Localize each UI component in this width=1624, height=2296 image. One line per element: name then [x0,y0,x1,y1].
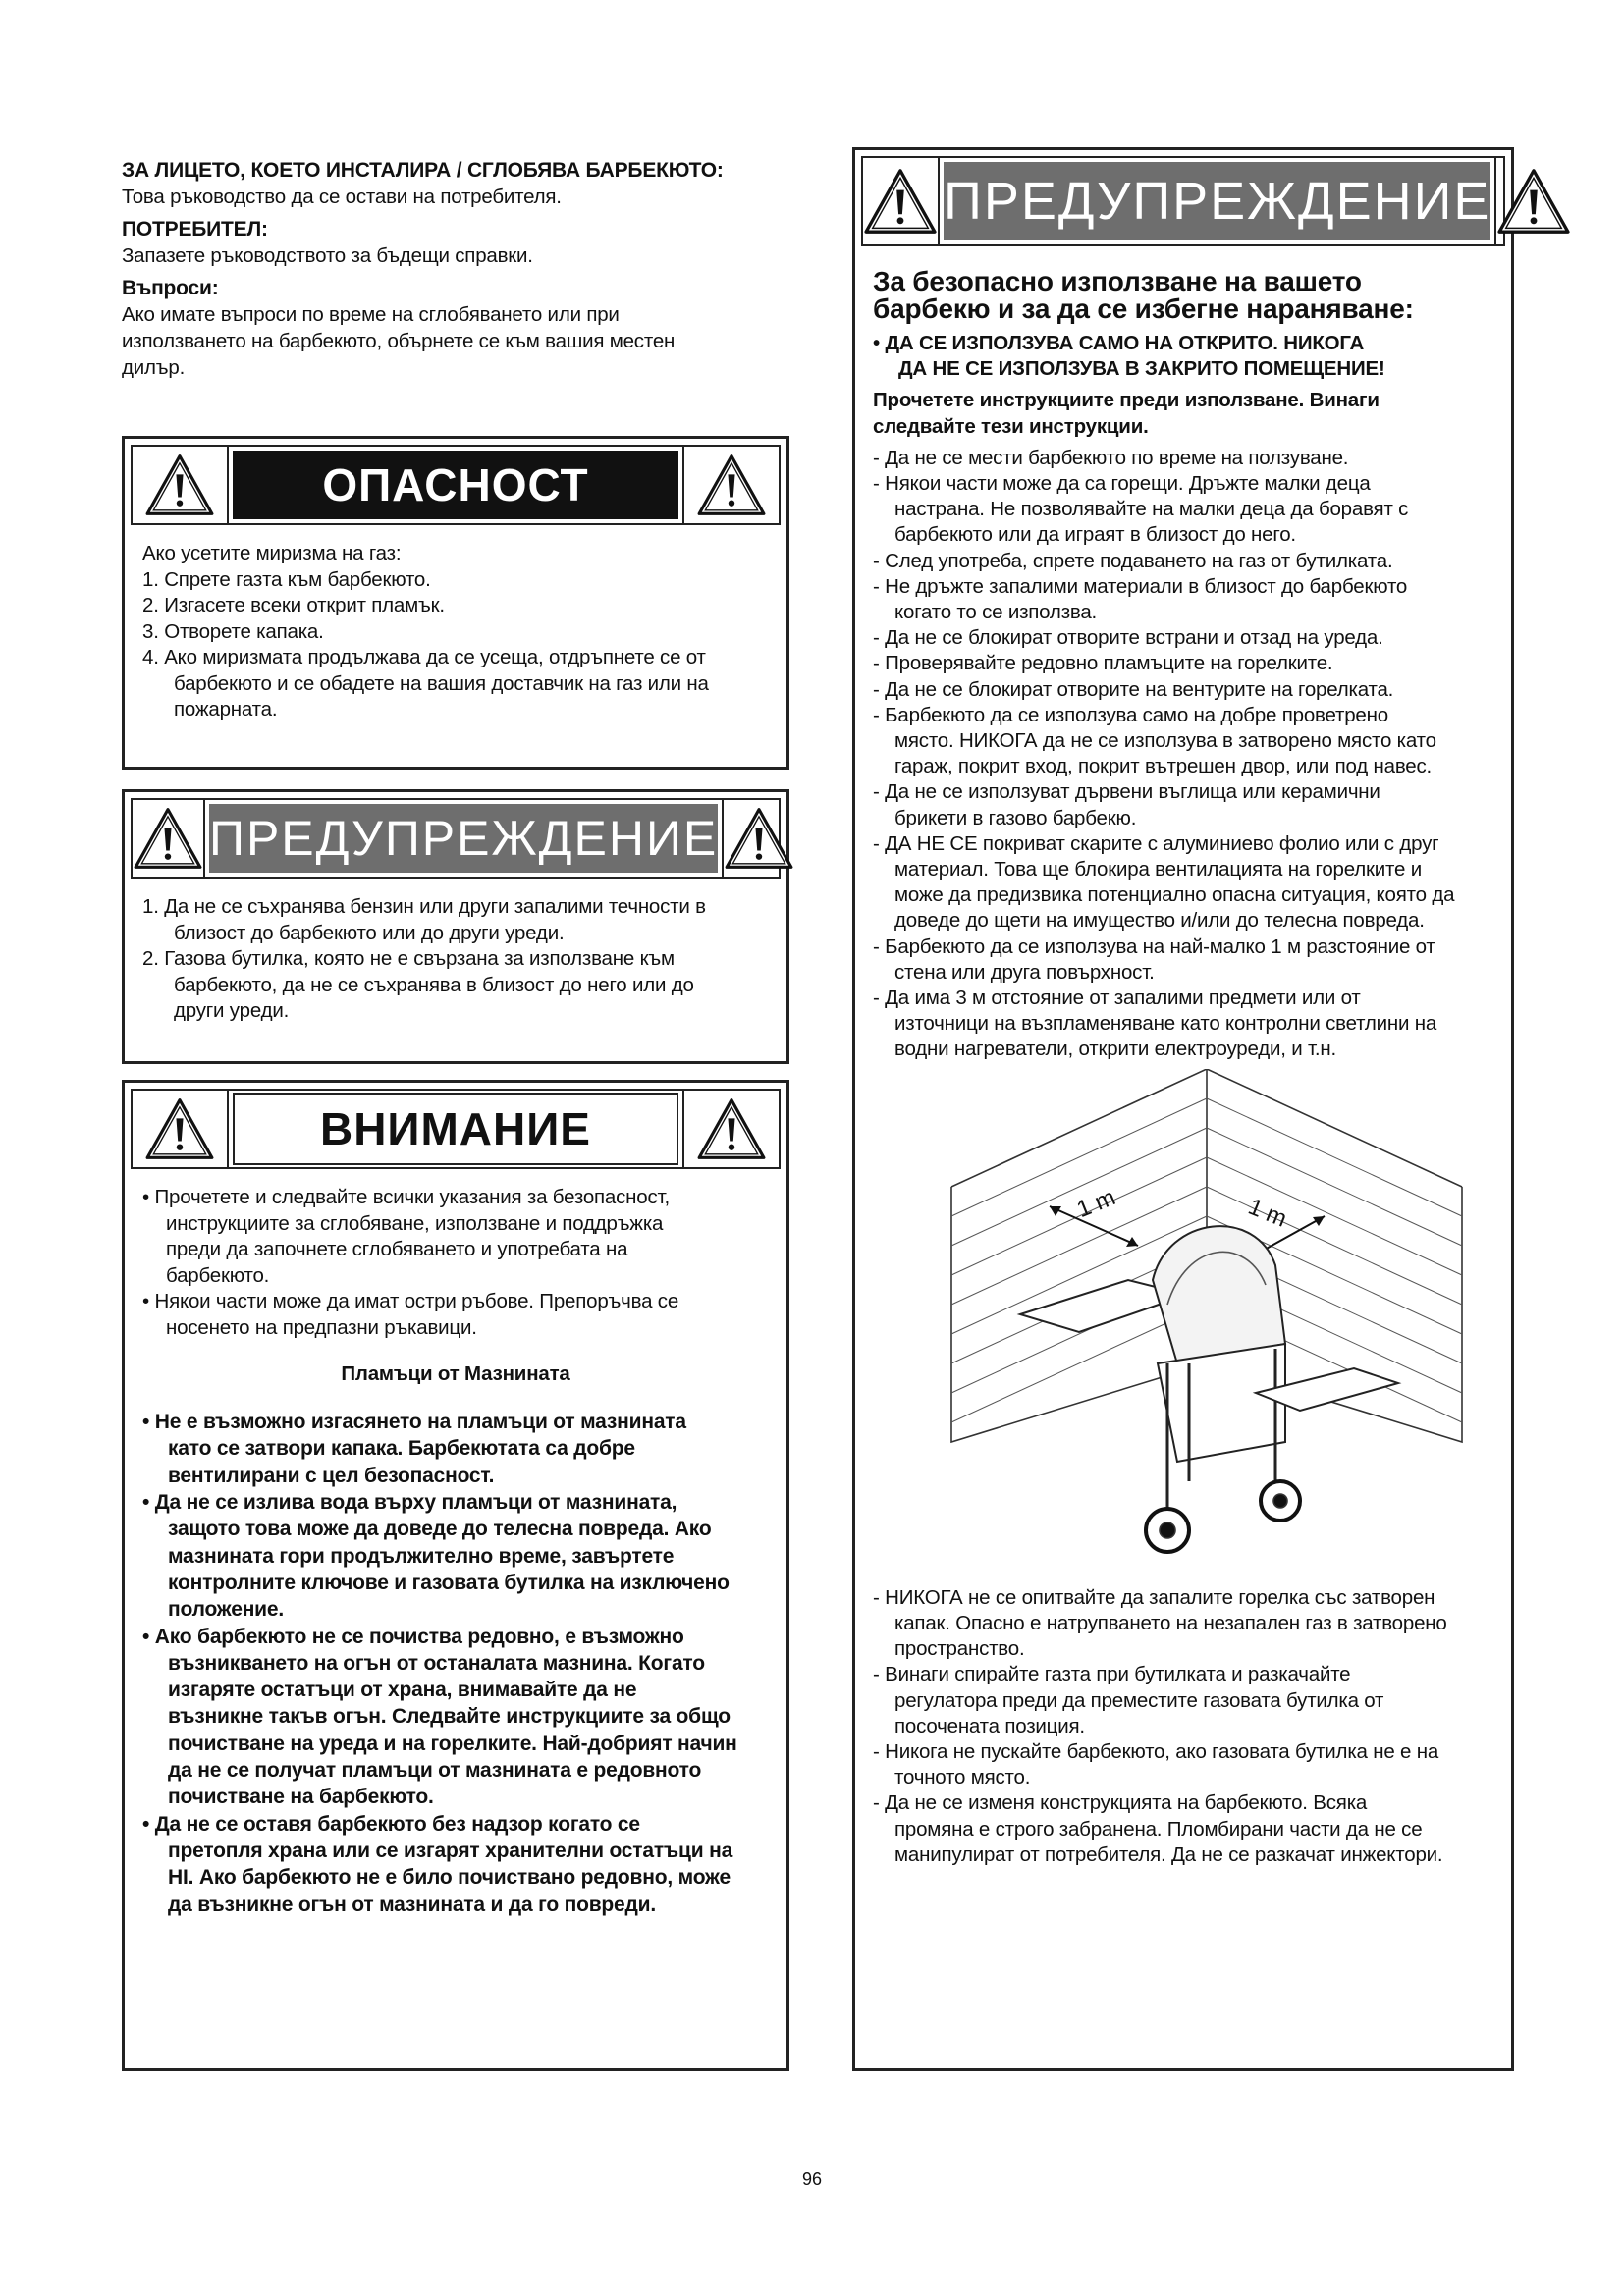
intro-text-keep-manual: Запазете ръководството за бъдещи справки. [122,244,533,267]
safe-use-item-10-line-1: - ДА НЕ СЕ покриват скарите с алуминиево фолио или с друг [873,831,1439,855]
grease-bullet-2-line-4: контролните ключове и газовата бутилка на изключено [168,1571,730,1594]
safe-use-heading [873,268,1493,323]
safe-use-item-5 [873,625,1493,651]
caution-bullet-1-line-2: инструкциите за сглобяване, използване и поддръжка [166,1211,664,1235]
warning-triangle-icon [133,800,205,877]
storage-item-1-line-1: 1. Да не се съхранява бензин или други запалими течности в [142,895,706,918]
intro-text-questions-3: дилър. [122,356,186,379]
safe-use-item-12-line-2: източници на възпламеняване като контролни светлини на [894,1012,1437,1036]
safe-use-extra-item-1-line-3: пространство. [894,1637,1025,1661]
danger-content [142,541,769,723]
grill-clearance-illustration [932,1069,1482,1579]
caution-title: ВНИМАНИЕ [233,1093,678,1165]
safe-use-extra-item-4-line-2: промяна е строго забранена. Пломбирани части да не се [894,1817,1423,1841]
storage-item-2-line-3: други уреди. [174,999,290,1022]
danger-lead: Ако усетите миризма на газ: [142,542,402,564]
safe-use-item-7 [873,677,1493,703]
grease-bullet-1-line-2: като се затвори капака. Барбекютата са добре [168,1437,635,1461]
grease-bullet-1-line-3: вентилирани с цел безопасност. [168,1464,495,1487]
caution-content [142,1185,769,1918]
safe-use-item-8 [873,703,1493,780]
safe-use-item-8-line-1: - Барбекюто да се използува само на добре проветрено [873,703,1388,726]
read-instructions-line-1: Прочетете инструкциите преди използване. Винаги [873,389,1380,412]
safe-use-extra-item-2 [873,1662,1493,1739]
grease-bullet-4-line-3: HI. Ако барбекюто не е било почиствано редовно, може [168,1866,731,1890]
grease-bullet-2-line-5: положение. [168,1598,285,1622]
safe-use-item-12-line-3: водни нагреватели, открити електроуреди, и т.н. [894,1038,1337,1061]
grease-bullet-3-line-1: • Ако барбекюто не се почиства редовно, е възможно [142,1625,684,1648]
intro-heading-consumer: ПОТРЕБИТЕЛ: [122,218,268,240]
caution-banner [131,1089,781,1169]
danger-panel [122,436,789,770]
warning-banner-storage [131,798,781,879]
danger-item-4-line-1: 4. Ако миризмата продължава да се усеща, отдръпнете се от [142,646,706,668]
safe-use-item-10 [873,831,1493,934]
safe-use-item-8-line-3: гараж, покрит вход, покрит вътрешен двор, или под навес. [894,755,1433,778]
safe-use-content [873,268,1493,1868]
warning-triangle-icon [682,447,779,523]
safe-use-item-11-line-1: - Барбекюто да се използува на най-малко 1 м разстояние от [873,934,1435,958]
grease-bullet-4-line-1: • Да не се оставя барбекюто без надзор когато се [142,1812,640,1836]
safe-use-item-1 [873,446,1493,471]
safe-use-extra-item-1-line-2: капак. Опасно е натрупването на незапален газ в затворено [894,1611,1447,1634]
grease-bullet-2-line-1: • Да не се излива вода върху пламъци от мазнината, [142,1491,677,1515]
warning-triangle-icon [682,1091,779,1167]
warning-title-safe-use: ПРЕДУПРЕЖДЕНИЕ [944,162,1490,240]
safe-use-item-3 [873,549,1493,574]
grease-fires-subtitle: Пламъци от Мазнината [341,1362,570,1385]
safe-use-extra-item-3-line-2: точното място. [894,1766,1031,1789]
caution-bullet-1-line-3: преди да започнете сглобяването и употребата на [166,1238,628,1261]
page-number: 96 [801,2169,823,2189]
grease-bullet-3-line-5: почистване на уреда и на горелките. Най-добрият начин [168,1732,737,1755]
safe-use-item-8-line-2: място. НИКОГА да не се използува в затворено място като [894,729,1436,753]
safe-use-item-4-line-1: - Не дръжте запалими материали в близост до барбекюто [873,574,1408,598]
grease-bullet-3-line-7: почистване на барбекюто. [168,1786,434,1809]
caution-bullet-1-line-4: барбекюто. [166,1263,270,1287]
intro-text-questions-2: използването на барбекюто, обърнете се към вашия местен [122,330,676,352]
safe-use-extra-item-3 [873,1739,1493,1790]
warning-panel-storage [122,789,789,1064]
safe-use-extra-item-4-line-1: - Да не се изменя конструкцията на барбекюто. Всяка [873,1791,1368,1815]
safe-use-extra-item-3-line-1: - Никога не пускайте барбекюто, ако газовата бутилка не е на [873,1739,1439,1763]
grease-bullet-3-line-4: възникне такъв огън. Следвайте инструкциите за общо [168,1705,731,1729]
safe-use-item-7-line-1: - Да не се блокират отворите на вентурите на горелката. [873,677,1394,701]
storage-item-2-line-1: 2. Газова бутилка, която не е свързана за използване към [142,947,675,970]
warning-title-storage: ПРЕДУПРЕЖДЕНИЕ [209,804,718,873]
grease-bullet-3-line-3: изгаряте остатъци от храна, внимавайте да не [168,1679,637,1702]
warning-triangle-icon [722,800,794,877]
safe-use-item-2 [873,471,1493,549]
intro-text-questions-1: Ако имате въпроси по време на сглобяването или при [122,303,620,326]
safe-use-item-11 [873,934,1493,986]
danger-item-3: 3. Отворете капака. [142,619,324,643]
grease-bullet-2-line-2: защото това може да доведе до телесна повреда. Ако [168,1518,712,1541]
warning-banner-safe-use [861,156,1505,246]
safe-use-extra-item-2-line-2: регулатора преди да преместите газовата бутилка от [894,1688,1384,1712]
safe-use-item-2-line-1: - Някои части може да са горещи. Дръжте малки деца [873,472,1371,496]
grease-bullet-3-line-2: възникването на огън от останалата мазнина. Когато [168,1651,705,1675]
safe-use-item-10-line-4: доведе до щети на имущество и/или до телесна повреда. [894,909,1425,933]
caution-bullet-2-line-2: носенето на предпазни ръкавици. [166,1315,477,1339]
safe-use-extra-item-4 [873,1790,1493,1868]
storage-item-1-line-2: близост до барбекюто или до други уреди. [174,921,565,944]
danger-title: ОПАСНОСТ [233,451,678,519]
clearance-right-label: 1 m [1244,1193,1291,1233]
safe-use-item-12 [873,986,1493,1063]
grease-bullet-2-line-3: мазнината гори продължително време, завъртете [168,1544,675,1568]
safe-use-extra-item-2-line-1: - Винаги спирайте газта при бутилката и разкачайте [873,1663,1351,1686]
outdoor-only-line-1: • ДА СЕ ИЗПОЛЗУВА САМО НА ОТКРИТО. НИКОГА [873,332,1365,354]
safe-use-item-1-line-1: - Да не се мести барбекюто по време на ползуване. [873,446,1349,469]
safe-use-item-5-line-1: - Да не се блокират отворите встрани и отзад на уреда. [873,626,1383,650]
safe-use-item-3-line-1: - След употреба, спрете подаването на газ от бутилката. [873,549,1393,572]
clearance-left-label: 1 m [1072,1183,1119,1223]
safe-use-item-12-line-1: - Да има 3 м отстояние от запалими предмети или от [873,987,1361,1010]
safe-use-heading-line-1: За безопасно използване на вашето [873,266,1362,296]
safe-use-item-11-line-2: стена или друга повърхност. [894,960,1155,984]
storage-item-2-line-2: барбекюто, да не се съхранява в близост до него или до [174,973,694,996]
warning-triangle-icon [133,447,229,523]
safe-use-item-10-line-3: може да предизвика потенциално опасна ситуация, която да [894,883,1455,907]
caution-panel [122,1080,789,2071]
safe-use-item-2-line-3: барбекюто или да играят в близост до него. [894,523,1296,547]
warning-triangle-icon [1494,158,1571,244]
safe-use-item-2-line-2: настрана. Не позволявайте на малки деца да боравят с [894,498,1409,521]
safe-use-item-9 [873,779,1493,830]
outdoor-only-line-2: ДА НЕ СЕ ИЗПОЛЗУВА В ЗАКРИТО ПОМЕЩЕНИЕ! [898,357,1385,381]
warning-triangle-icon [863,158,940,244]
caution-bullet-2-line-1: • Някои части може да имат остри ръбове. Препоръчва се [142,1290,679,1313]
safe-use-item-10-line-2: материал. Това ще блокира вентилацията на горелките и [894,858,1422,881]
safe-use-item-6 [873,651,1493,676]
safe-use-item-6-line-1: - Проверявайте редовно пламъците на горелките. [873,652,1333,675]
intro-heading-questions: Въпроси: [122,277,219,299]
safe-use-item-9-line-2: брикети в газово барбекю. [894,806,1137,829]
safe-use-item-9-line-1: - Да не се използуват дървени въглища или керамични [873,780,1380,804]
read-instructions-line-2: следвайте тези инструкции. [873,414,1149,438]
danger-item-4-line-2: барбекюто и се обадете на вашия доставчик на газ или на [174,671,709,695]
installer-intro [122,157,750,381]
safe-use-extra-item-4-line-3: манипулират от потребителя. Да не се разкачат инжектори. [894,1842,1443,1866]
danger-item-1: 1. Спрете газта към барбекюто. [142,567,431,591]
grease-bullet-4-line-2: претопля храна или се изгарят хранителни остатъци на [168,1839,733,1862]
grease-bullet-1-line-1: • Не е възможно изгасянето на пламъци от мазнината [142,1411,686,1434]
safe-use-extra-item-1 [873,1585,1493,1663]
safe-use-heading-line-2: барбекю и за да се избегне нараняване: [873,294,1414,324]
grease-bullet-3-line-6: да не се получат пламъци от мазнината е редовното [168,1759,702,1783]
safe-use-extra-item-2-line-3: посочената позиция. [894,1714,1085,1737]
safe-use-extra-item-1-line-1: - НИКОГА не се опитвайте да запалите горелка със затворен [873,1585,1435,1609]
caution-bullet-1-line-1: • Прочетете и следвайте всички указания за безопасност, [142,1186,670,1208]
warning-panel-safe-use [852,147,1514,2071]
intro-heading-installer: ЗА ЛИЦЕТО, КОЕТО ИНСТАЛИРА / СГЛОБЯВА БАРБЕКЮТО: [122,159,724,182]
warning-triangle-icon [133,1091,229,1167]
intro-text-leave-manual: Това ръководство да се остави на потребителя. [122,186,562,208]
safe-use-item-4 [873,574,1493,625]
grease-bullet-4-line-4: да възникне огън от мазнината и да го повреди. [168,1893,657,1916]
danger-item-4-line-3: пожарната. [174,698,278,721]
warning-storage-content [142,894,769,1025]
danger-item-2: 2. Изгасете всеки открит пламък. [142,594,445,616]
safe-use-item-4-line-2: когато то се използва. [894,601,1098,624]
danger-banner [131,445,781,525]
